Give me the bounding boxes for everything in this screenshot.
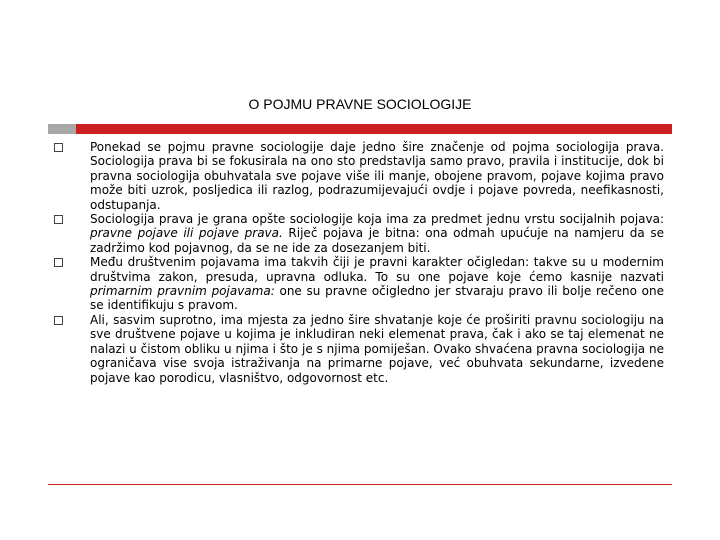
title-accent-bar-dark (48, 124, 76, 134)
hollow-square-icon (54, 316, 63, 325)
slide-title: O POJMU PRAVNE SOCIOLOGIJE (248, 96, 472, 112)
bullet-text: Među društvenim pojavama ima takvih čiji je pravni karakter očigledan: takve su u modernim društvima zakon, presuda, upravna odluka. To su one pojave koje ćemo kasnije nazvati (90, 255, 664, 284)
title-accent-bar (76, 124, 672, 134)
hollow-square-icon (54, 258, 63, 267)
bullet-item (54, 140, 664, 212)
bullet-text: Ponekad se pojmu pravne sociologije daje jedno šire značenje od pojma sociologija prava. Sociologija prava bi se fokusirala na ono sto predstavlja samo pravo, pravila i institucije, dok bi pravna sociologija obuhvatala sve pojave više ili manje, obojene pravom, pojave kojima pravo može biti uzrok, posljedica ili razlog, podrazumijevajući ovdje i pojave povreda, neefikasnosti, odstupanja. (90, 140, 664, 212)
bullet-item (54, 255, 664, 313)
bullet-text: Sociologija prava je grana opšte sociologije koja ima za predmet jednu vrstu socijalnih pojava: (90, 212, 664, 227)
bullet-item (54, 212, 664, 255)
bullet-text: one su pravne očigledno jer stvaraju pravo ili bolje rečeno one se identifikuju s pravom. (90, 284, 664, 313)
hollow-square-icon (54, 143, 63, 152)
bullet-text: Ali, sasvim suprotno, ima mjesta za jedno šire shvatanje koje će proširiti pravnu sociologiju na sve društvene pojave u kojima je inkludiran neki elemenat prava, čak i ako se taj elemenat ne nalazi u čistom obliku u njima i što je s njima pomiješan. Ovako shvaćena pravna sociologija ne ograničava vise svoja istraživanja na primarne pojave, već obuhvata sekundarne, izvedene pojave kao porodicu, vlasništvo, odgovornost etc. (90, 312, 664, 385)
footer-divider (48, 484, 672, 485)
bullet-list (54, 140, 664, 385)
hollow-square-icon (54, 215, 63, 224)
bullet-text-italic: pravne pojave ili pojave prava. (90, 226, 283, 241)
bullet-text-italic: primarnim pravnim pojavama: (90, 284, 275, 299)
bullet-text: Riječ pojava je bitna: ona odmah upućuje na namjeru da se zadržimo kod pojavnog, da se ne ide za dosezanjem biti. (90, 226, 664, 255)
bullet-item (54, 313, 664, 385)
